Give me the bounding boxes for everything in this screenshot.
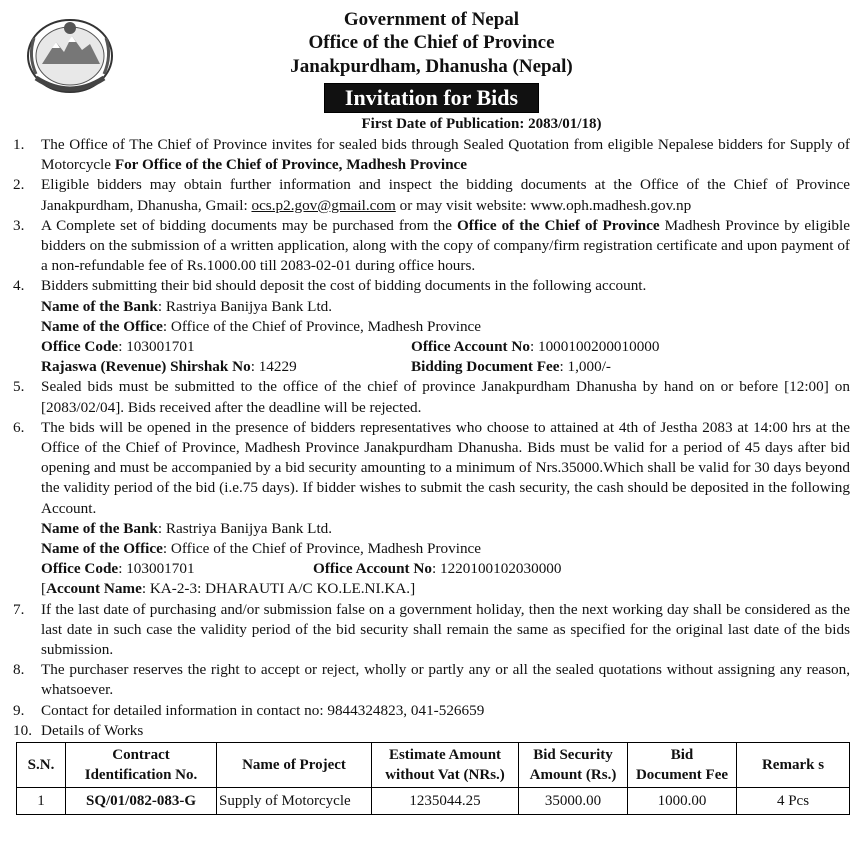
clause-10: 10. Details of Works [13, 721, 144, 739]
notice-title: Invitation for Bids [324, 83, 539, 113]
clause-3: 3. A Complete set of bidding documents may be purchased from the Office of the Chief of Province Madhesh Province by eligible bidders on the submission of a written application, along with the copy of company/firm registration certificate and upon payment of a non-refundable fee of Rs.1000.00 till 2083-02-01 during office hours. [13, 216, 850, 275]
clause-8: 8. The purchaser reserves the right to accept or reject, wholly or partly any or all the sealed quotations without assigning any reason, whatsoever. [13, 661, 850, 699]
office-location: Janakpurdham, Dhanusha (Nepal) [290, 56, 573, 77]
office-code-line: Office Code: 103001701 Office Account No: 1000100200010000 [41, 338, 660, 356]
office-name-line: Name of the Office: Office of the Chief of Province, Madhesh Province [41, 317, 482, 335]
col-security: Bid Security Amount (Rs.) [519, 743, 628, 788]
col-project: Name of Project [217, 743, 372, 788]
publication-date: First Date of Publication: 2083/01/18) [361, 116, 602, 132]
col-contract-id: Contract Identification No. [66, 743, 217, 788]
clause-4: 4. Bidders submitting their bid should deposit the cost of bidding documents in the following account. Name of the Bank: Rastriya Banijya Bank Ltd. Name of the Office: Office of the Chief of Province, Madhesh Province Office Code: 103001701 Office Account No: 1000100200010000 Rajaswa (Revenue) Shirshak No: 14229 Bidding Document Fee: 1,000/- [13, 276, 850, 377]
col-remarks: Remark s [737, 743, 850, 788]
clause-7: 7. If the last date of purchasing and/or submission false on a government holiday, then the next working day shall be considered as the last date in such case the validity period of the bid security shall remain the same as specified for the original last date of the bids submission. [13, 600, 850, 659]
works-table [16, 742, 850, 815]
email-link[interactable]: ocs.p2.gov@gmail.com [251, 196, 396, 214]
government-emblem-icon [14, 8, 124, 98]
account-name-line: [Account Name: KA-2-3: DHARAUTI A/C KO.LE.NI.KA.] [41, 580, 416, 598]
col-sn: S.N. [17, 743, 66, 788]
col-doc-fee: Bid Document Fee [628, 743, 737, 788]
office-code-line: Office Code: 103001701 Office Account No: 1220100102030000 [41, 560, 562, 578]
bank-name-line: Name of the Bank: Rastriya Banijya Bank Ltd. [41, 519, 333, 537]
clause-5: 5. Sealed bids must be submitted to the office of the chief of province Janakpurdham Dhanusha by hand on or before [12:00] on [2083/02/04]. Bids received after the deadline will be rejected. [13, 378, 850, 416]
clause-1: 1. The Office of The Chief of Province invites for sealed bids through Sealed Quotation from eligible Nepalese bidders for Supply of Motorcycle For Office of the Chief of Province, Madhesh Province [13, 136, 850, 174]
table-header-row [17, 743, 850, 788]
notice-header [13, 0, 850, 79]
bank-name-line: Name of the Bank: Rastriya Banijya Bank Ltd. [41, 297, 333, 315]
revenue-line: Rajaswa (Revenue) Shirshak No: 14229 Bidding Document Fee: 1,000/- [41, 358, 611, 376]
government-name: Government of Nepal [343, 9, 520, 30]
table-row: 1 SQ/01/082-083-G Supply of Motorcycle 1235044.25 35000.00 1000.00 4 Pcs [17, 788, 850, 815]
col-estimate: Estimate Amount without Vat (NRs.) [372, 743, 519, 788]
clause-6: 6. The bids will be opened in the presence of bidders representatives who choose to attained at 4th of Jestha 2083 at 14:00 hrs at the Office of the Chief of Province, Madhesh Province Janakpurdham Dhanusha. Bids must be valid for a period of 45 days after bid opening and must be accompanied by a bid security amounting to a minimum of Nrs.35000.Which shall be valid for 30 days beyond the validity period of the bid (i.e.75 days). If bidder wishes to submit the cash security, the cash should be deposited in the following Account. Name of the Bank: Rastriya Banijya Bank Ltd. Name of the Office: Office of the Chief of Province, Madhesh Province Office Code: 103001701 Office Account No: 1220100102030000 [Account Name: KA-2-3: DHARAUTI A/C KO.LE.NI.KA.] [13, 418, 850, 600]
clause-2: 2. Eligible bidders may obtain further information and inspect the bidding documents at the Office of the Chief of Province Janakpurdham, Dhanusha, Gmail: ocs.p2.gov@gmail.com or may visit website: www.oph.madhesh.gov.np [13, 176, 850, 214]
office-name-line: Name of the Office: Office of the Chief of Province, Madhesh Province [41, 540, 482, 558]
office-name: Office of the Chief of Province [308, 32, 555, 53]
clause-9: 9. Contact for detailed information in contact no: 9844324823, 041-526659 [13, 701, 485, 719]
bid-clauses [13, 135, 850, 741]
